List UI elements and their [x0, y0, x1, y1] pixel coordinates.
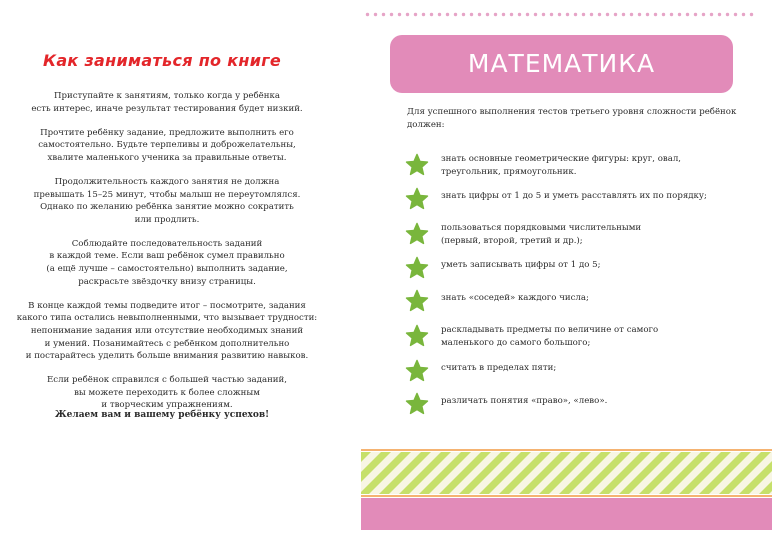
left-instructions	[10, 90, 324, 423]
dot	[654, 13, 657, 16]
line: знать «соседей» каждого числа;	[441, 293, 589, 303]
dot	[390, 13, 393, 16]
dot	[622, 13, 625, 16]
paragraph-1	[10, 90, 324, 115]
line: (а ещё лучше – самостоятельно) выполнить задание,	[46, 264, 288, 275]
line: маленького до самого большого;	[441, 337, 591, 348]
left-page	[0, 0, 361, 538]
paragraph-5	[10, 300, 324, 363]
line: хвалите маленького ученика за правильные ответы.	[47, 152, 287, 163]
line: Прочтите ребёнку задание, предложите выполнить его	[40, 127, 294, 138]
dot	[374, 13, 377, 16]
line: уметь записывать цифры от 1 до 5;	[441, 260, 601, 270]
dot	[694, 13, 697, 16]
dot	[398, 13, 401, 16]
dot	[710, 13, 713, 16]
dot	[582, 13, 585, 16]
dot	[454, 13, 457, 16]
line: превышать 15–25 минут, чтобы малыш не переутомлялся.	[33, 189, 301, 200]
green-star-icon	[405, 222, 429, 246]
paragraph-2	[10, 127, 324, 165]
line: В конце каждой темы подведите итог – посмотрите, задания	[28, 300, 306, 311]
intro-text: Для успешного выполнения тестов третьего уровня сложности ребёнок должен:	[407, 107, 737, 130]
dot	[462, 13, 465, 16]
line: раскрасьте звёздочку внизу страницы.	[78, 276, 256, 287]
dot	[534, 13, 537, 16]
section-banner	[390, 35, 733, 93]
dot	[742, 13, 745, 16]
green-star-icon	[405, 153, 429, 177]
dot	[446, 13, 449, 16]
line: вы можете переходить к более сложным	[74, 387, 260, 398]
line: знать основные геометрические фигуры: круг, овал,	[441, 154, 682, 164]
line: и умений. Позанимайтесь с ребёнком дополнительно	[44, 338, 290, 349]
green-star-icon	[405, 187, 429, 211]
closing-wish: Желаем вам и вашему ребёнку успехов!	[54, 410, 270, 420]
line: в каждой теме. Если ваш ребёнок сумел правильно	[49, 251, 285, 262]
line: (первый, второй, третий и др.);	[441, 235, 583, 246]
line: Соблюдайте последовательность заданий	[71, 238, 263, 249]
line: непонимание задания или отсутствие необходимых знаний	[30, 325, 304, 336]
dot	[646, 13, 649, 16]
line: самостоятельно. Будьте терпеливы и доброжелательны,	[38, 140, 296, 151]
line: есть интерес, иначе результат тестирования будет низкий.	[31, 103, 303, 114]
dot	[574, 13, 577, 16]
green-star-icon	[405, 256, 429, 280]
line: считать в пределах пяти;	[441, 363, 557, 373]
green-star-icon	[405, 359, 429, 383]
dot	[550, 13, 553, 16]
line: и постарайтесь уделить больше внимания развитию навыков.	[25, 351, 309, 362]
dot	[510, 13, 513, 16]
dot	[702, 13, 705, 16]
left-page-title: Как заниматься по книге	[42, 51, 282, 70]
dot	[502, 13, 505, 16]
paragraph-3	[10, 176, 324, 226]
dot	[606, 13, 609, 16]
green-star-icon	[405, 289, 429, 313]
line: Однако по желанию ребёнка занятие можно сократить	[40, 202, 294, 213]
dot	[662, 13, 665, 16]
dot	[726, 13, 729, 16]
dot	[422, 13, 425, 16]
paragraph-4	[10, 238, 324, 288]
dot	[686, 13, 689, 16]
dot	[718, 13, 721, 16]
dot	[678, 13, 681, 16]
dot	[566, 13, 569, 16]
green-star-icon	[405, 392, 429, 416]
dot	[494, 13, 497, 16]
decorative-stripe-band	[361, 448, 772, 530]
dot	[366, 13, 369, 16]
line: Продолжительность каждого занятия не должна	[54, 176, 280, 187]
pink-bottom-band	[361, 498, 772, 530]
dot	[430, 13, 433, 16]
green-star-icon	[405, 324, 429, 348]
right-page	[361, 0, 772, 538]
line: пользоваться порядковыми числительными	[441, 223, 642, 233]
dot	[734, 13, 737, 16]
line: Если ребёнок справился с большей частью заданий,	[47, 375, 287, 386]
dot	[638, 13, 641, 16]
line: или продлить.	[134, 214, 200, 225]
paragraph-6	[10, 374, 324, 412]
dot	[614, 13, 617, 16]
line: раскладывать предметы по величине от самого	[441, 325, 659, 335]
dot	[630, 13, 633, 16]
dot	[518, 13, 521, 16]
dot	[478, 13, 481, 16]
section-title: МАТЕМАТИКА	[467, 49, 656, 78]
line: различать понятия «право», «лево».	[441, 396, 608, 406]
dot	[590, 13, 593, 16]
line: Приступайте к занятиям, только когда у ребёнка	[53, 91, 280, 101]
dot	[526, 13, 529, 16]
dot	[438, 13, 441, 16]
pink-dots-border	[365, 12, 759, 17]
dot	[470, 13, 473, 16]
dot	[750, 13, 753, 16]
line: какого типа остались невыполненными, что вызывает трудности:	[16, 313, 318, 324]
dot	[670, 13, 673, 16]
dot	[598, 13, 601, 16]
line: и творческим упражнениям.	[101, 400, 233, 411]
line: треугольник, прямоугольник.	[441, 166, 577, 177]
dot	[414, 13, 417, 16]
line: знать цифры от 1 до 5 и уметь расставлять их по порядку;	[441, 191, 707, 201]
dot	[486, 13, 489, 16]
dot	[382, 13, 385, 16]
dot	[406, 13, 409, 16]
dot	[542, 13, 545, 16]
dot	[558, 13, 561, 16]
